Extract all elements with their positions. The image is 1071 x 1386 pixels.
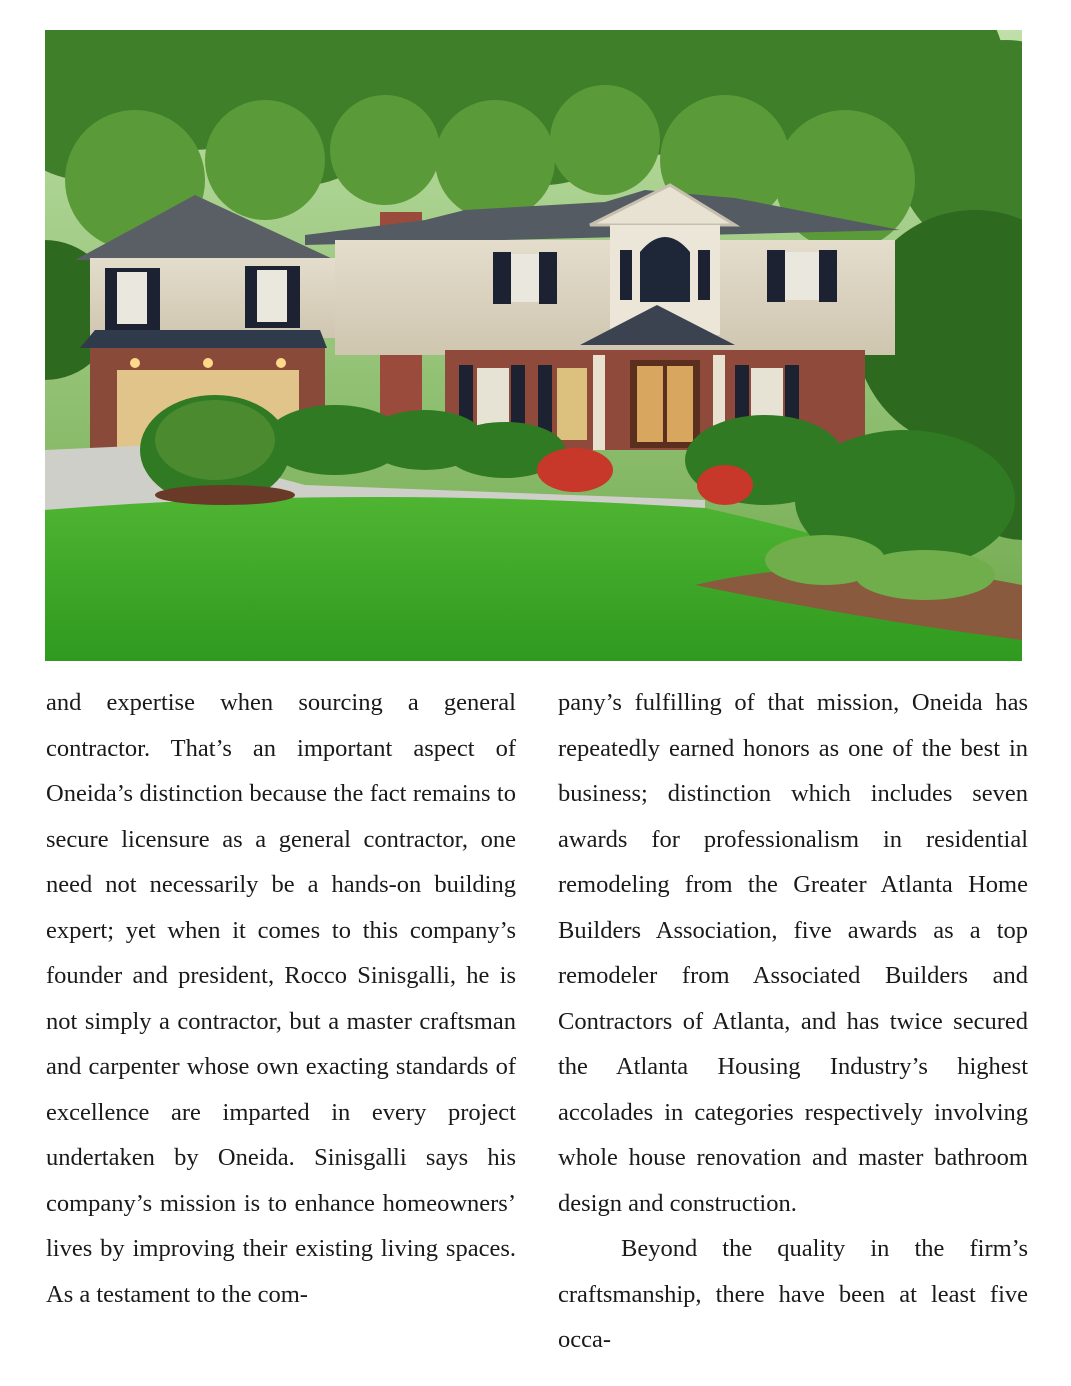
article-paragraph: pany’s fulfilling of that mission, Oneida has repeatedly earned honors as one of the best in business; distinction which includes seven awards for professionalism in residential remodeling from the Greater Atlanta Home Builders Association, five awards as a top remodeler from Associated Builders and Contractors of Atlanta, and has twice secured the Atlanta Housing Industry’s highest accolades in categories respectively involving whole house renovation and master bathroom design and construction. [558,689,1028,1217]
house-photo [45,30,1022,661]
article-column-right [558,680,1028,1363]
article-paragraph: and expertise when sourcing a general contractor. That’s an important aspect of Oneida’s distinction because the fact remains to secure licensure as a general contractor, one need not necessarily be a hands-on building expert; yet when it comes to this company’s founder and president, Rocco Sinisgalli, he is not simply a contractor, but a master craftsman and carpenter whose own exacting standards of excellence are imparted in every project undertaken by Oneida. Sinisgalli says his company’s mission is to enhance homeowners’ lives by improving their existing living spaces. As a testament to the com- [46,689,516,1308]
article-paragraph: Beyond the quality in the firm’s craftsmanship, there have been at least five occa- [558,1235,1028,1353]
article-column-left [46,680,516,1317]
house-illustration [45,30,1022,661]
